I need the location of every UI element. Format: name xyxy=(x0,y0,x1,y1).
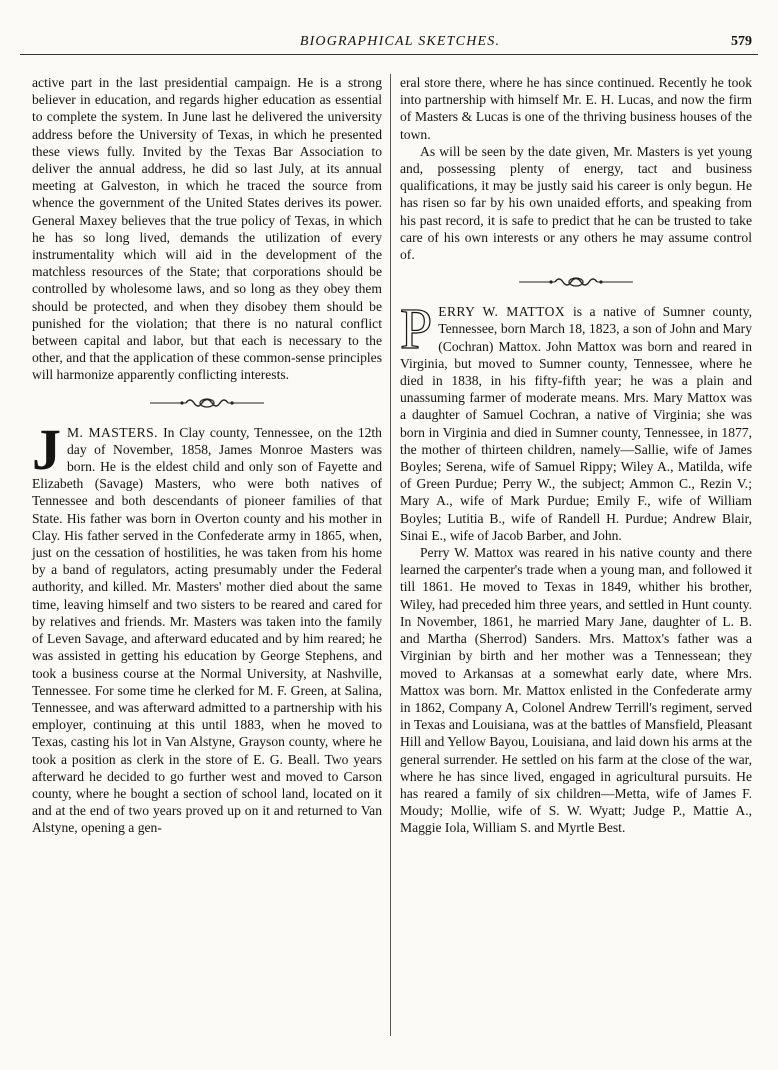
mattox-paragraph-2: Perry W. Mattox was reared in his native county and there learned the carpenter's trade when a young man, and followed it till 1861. He moved to Texas in 1849, whither his brother, Wiley, had preceded him three years, and settled in Hunt county. In November, 1861, he married Mary Jane, daughter of L. B. and Martha (Sherrod) Sanders. Mrs. Mattox's father was a Virginian by birth and her mother was a Tennessean; they moved to Arkansas at a somewhat early date, where Mrs. Mattox was born. Mr. Mattox enlisted in the Confederate army in 1862, Company A, Colonel Andrew Terrill's regiment, served in Texas and Louisiana, was at the battles of Mansfield, Pleasant Hill and Yellow Bayou, Louisiana, and laid down his arms at the general surrender. He settled on his farm at the close of the war, where he has since lived, engaged in agricultural pursuits. He has reared a family of six children—Metta, wife of James F. Moudy; Mollie, wife of S. W. Wyatt; Judge P., Mattie A., Maggie Iola, William S. and Myrtle Best. xyxy=(400,545,752,836)
column-divider xyxy=(390,74,391,1036)
mattox-paragraph-1: is a native of Sumner county, Tennessee, born March 18, 1823, a son of John and Mary (Cochran) Mattox. John Mattox was born and reared in Virginia, but moved to Sumner county, Tennessee, where he died in 1838, in his fifty-fifth year; he was a plain and unassuming farmer of moderate means. Mrs. Mary Mattox was a daughter of Samuel Cochran, a native of Virginia; she was born in Virginia and died in Sumner county, Tennessee, in 1877, the mother of thirteen children, namely—Sallie, wife of James Boyles; Serena, wife of Samuel Rippy; Wiley A., Matilda, wife of Green Purdue; Perry W., the subject; Ammon C., Rezin V.; Mary A., wife of Mark Purdue; Emily F., wife of William Boyles; Lutitia B., wife of Randell H. Purdue; Andrew Blair, Sinai E., wife of Jacob Barber, and John. xyxy=(400,304,752,543)
masters-name-heading: M. MASTERS. xyxy=(67,424,164,440)
drop-cap-p: P xyxy=(400,296,433,362)
right-column xyxy=(400,74,752,837)
masters-biography xyxy=(32,416,382,837)
scroll-divider-ornament-icon xyxy=(32,392,382,414)
masters-continuation-paragraph: eral store there, where he has since continued. Recently he took into partnership with himself Mr. E. H. Lucas, and now the firm of Masters & Lucas is one of the thriving business houses of the town. xyxy=(400,75,752,142)
scroll-divider-ornament-icon xyxy=(400,271,752,293)
header-rule xyxy=(20,54,758,55)
mattox-name-heading: ERRY W. MATTOX xyxy=(438,304,573,320)
masters-paragraph-1: In Clay county, Tennessee, on the 12th day of November, 1858, James Monroe Masters was born. He is the eldest child and only son of Fayette and Elizabeth (Savage) Masters, who were both natives of Tennessee and both descendants of pioneer families of that State. His father was born in Overton county and his mother in Clay. His father served in the Confederate army in 1865, when, just on the cessation of hostilities, he was taken from his home by a band of regulators, acting presumably under the Federal authority, and killed. Mr. Masters' mother died about the same time, leaving himself and two sisters to be reared and cared for by relatives and friends. Mr. Masters was taken into the family of Leven Savage, and afterward educated and by him reared; he was assisted in getting his education by George Stephens, and took a business course at the Normal University, at Nashville, Tennessee. For some time he clerked for M. F. Green, at Salina, Tennessee, and was afterward admitted to a partnership with his employer, continuing at this until 1883, when he moved to Texas, casting his lot in Van Alstyne, Grayson county, where he took a position as clerk in the store of E. G. Beall. Two years afterward he decided to go further west and moved to Carson county, where he bought a section of school land, located on it and at the end of two years proved up on it and returned to Van Alstyne, opening a gen- xyxy=(32,424,382,836)
mattox-biography xyxy=(400,296,752,544)
page-number: 579 xyxy=(731,34,752,49)
drop-cap-j: J xyxy=(32,416,61,482)
left-column xyxy=(32,74,382,837)
running-head: BIOGRAPHICAL SKETCHES. xyxy=(299,34,501,49)
page-header xyxy=(0,0,778,56)
masters-paragraph-2: As will be seen by the date given, Mr. Masters is yet young and, possessing plenty of energy, tact and business qualifications, it may be justly said his career is only begun. He has risen so far by his own unaided efforts, and speaking from his past record, it is safe to predict that he can be trusted to take care of his own interests or any others he may assume control of. xyxy=(400,143,752,263)
maxey-continuation-paragraph: active part in the last presidential campaign. He is a strong believer in education, and regards higher education as essential to complete the system. In June last he delivered the university address before the University of Texas, in which he presented these views fully. Invited by the Texas Bar Association to deliver the annual address, he did so last July, at its annual meeting at Galveston, in which he traced the source from whence the government of the United States derives its power. General Maxey believes that the true policy of Texas, in which he has so long lived, demands the utilization of every instrumentality which will aid in the development of the matchless resources of the State; that corporations should be controlled by wholesome laws, and so long as they obey them should be protected, and when they disobey them should be punished for the violation; that there is no natural conflict between capital and labor, but that each is necessary to the other, and that the application of these common-sense principles will harmonize apparently conflicting interests. xyxy=(32,75,382,383)
